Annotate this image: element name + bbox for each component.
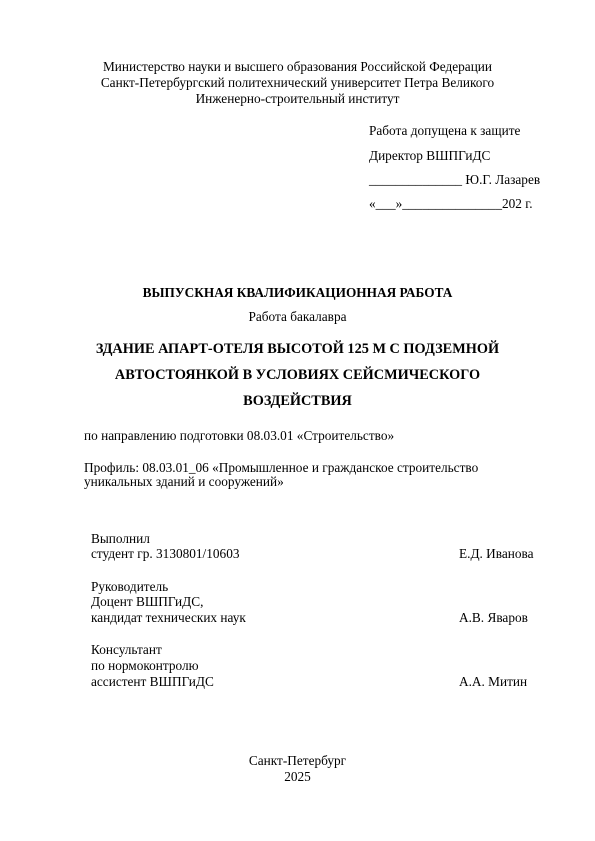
approval-admitted: Работа допущена к защите (369, 123, 521, 138)
work-title-line-1: ЗДАНИЕ АПАРТ-ОТЕЛЯ ВЫСОТОЙ 125 М С ПОДЗЕМНОЙ (95, 341, 500, 357)
supervisor-name: А.В. Яваров (459, 610, 528, 625)
supervisor-title-line-2: кандидат технических наук (91, 610, 246, 625)
approval-signature: ______________ Ю.Г. Лазарев (369, 172, 541, 187)
work-type: ВЫПУСКНАЯ КВАЛИФИКАЦИОННАЯ РАБОТА (142, 285, 453, 300)
approval-date: «___»_______________202 г. (369, 196, 533, 211)
consultant-name: А.А. Митин (459, 674, 528, 689)
supervisor-role: Руководитель (91, 579, 169, 594)
footer-city: Санкт-Петербург (248, 753, 347, 768)
work-title-line-2: АВТОСТОЯНКОЙ В УСЛОВИЯХ СЕЙСМИЧЕСКОГО (114, 367, 481, 383)
footer-year: 2025 (284, 769, 311, 784)
consultant-role: Консультант (91, 642, 162, 657)
work-subtype: Работа бакалавра (248, 309, 347, 324)
direction-line: по направлению подготовки 08.03.01 «Строительство» (84, 428, 395, 443)
author-role: Выполнил (91, 531, 150, 546)
consultant-title-line-2: ассистент ВШПГиДС (91, 674, 214, 689)
author-name: Е.Д. Иванова (459, 546, 534, 561)
institute-line: Инженерно-строительный институт (195, 91, 400, 106)
profile-line-2: уникальных зданий и сооружений» (84, 474, 284, 489)
author-title: студент гр. 3130801/10603 (91, 546, 240, 561)
profile-line-1: Профиль: 08.03.01_06 «Промышленное и гражданское строительство (84, 460, 479, 475)
approval-director: Директор ВШПГиДС (369, 148, 491, 163)
supervisor-title-line-1: Доцент ВШПГиДС, (91, 594, 204, 609)
university-line: Санкт-Петербургский политехнический университет Петра Великого (100, 75, 495, 90)
work-title-line-3: ВОЗДЕЙСТВИЯ (243, 393, 352, 409)
consultant-title-line-1: по нормоконтролю (91, 658, 199, 673)
ministry-line: Министерство науки и высшего образования Российской Федерации (102, 59, 493, 74)
